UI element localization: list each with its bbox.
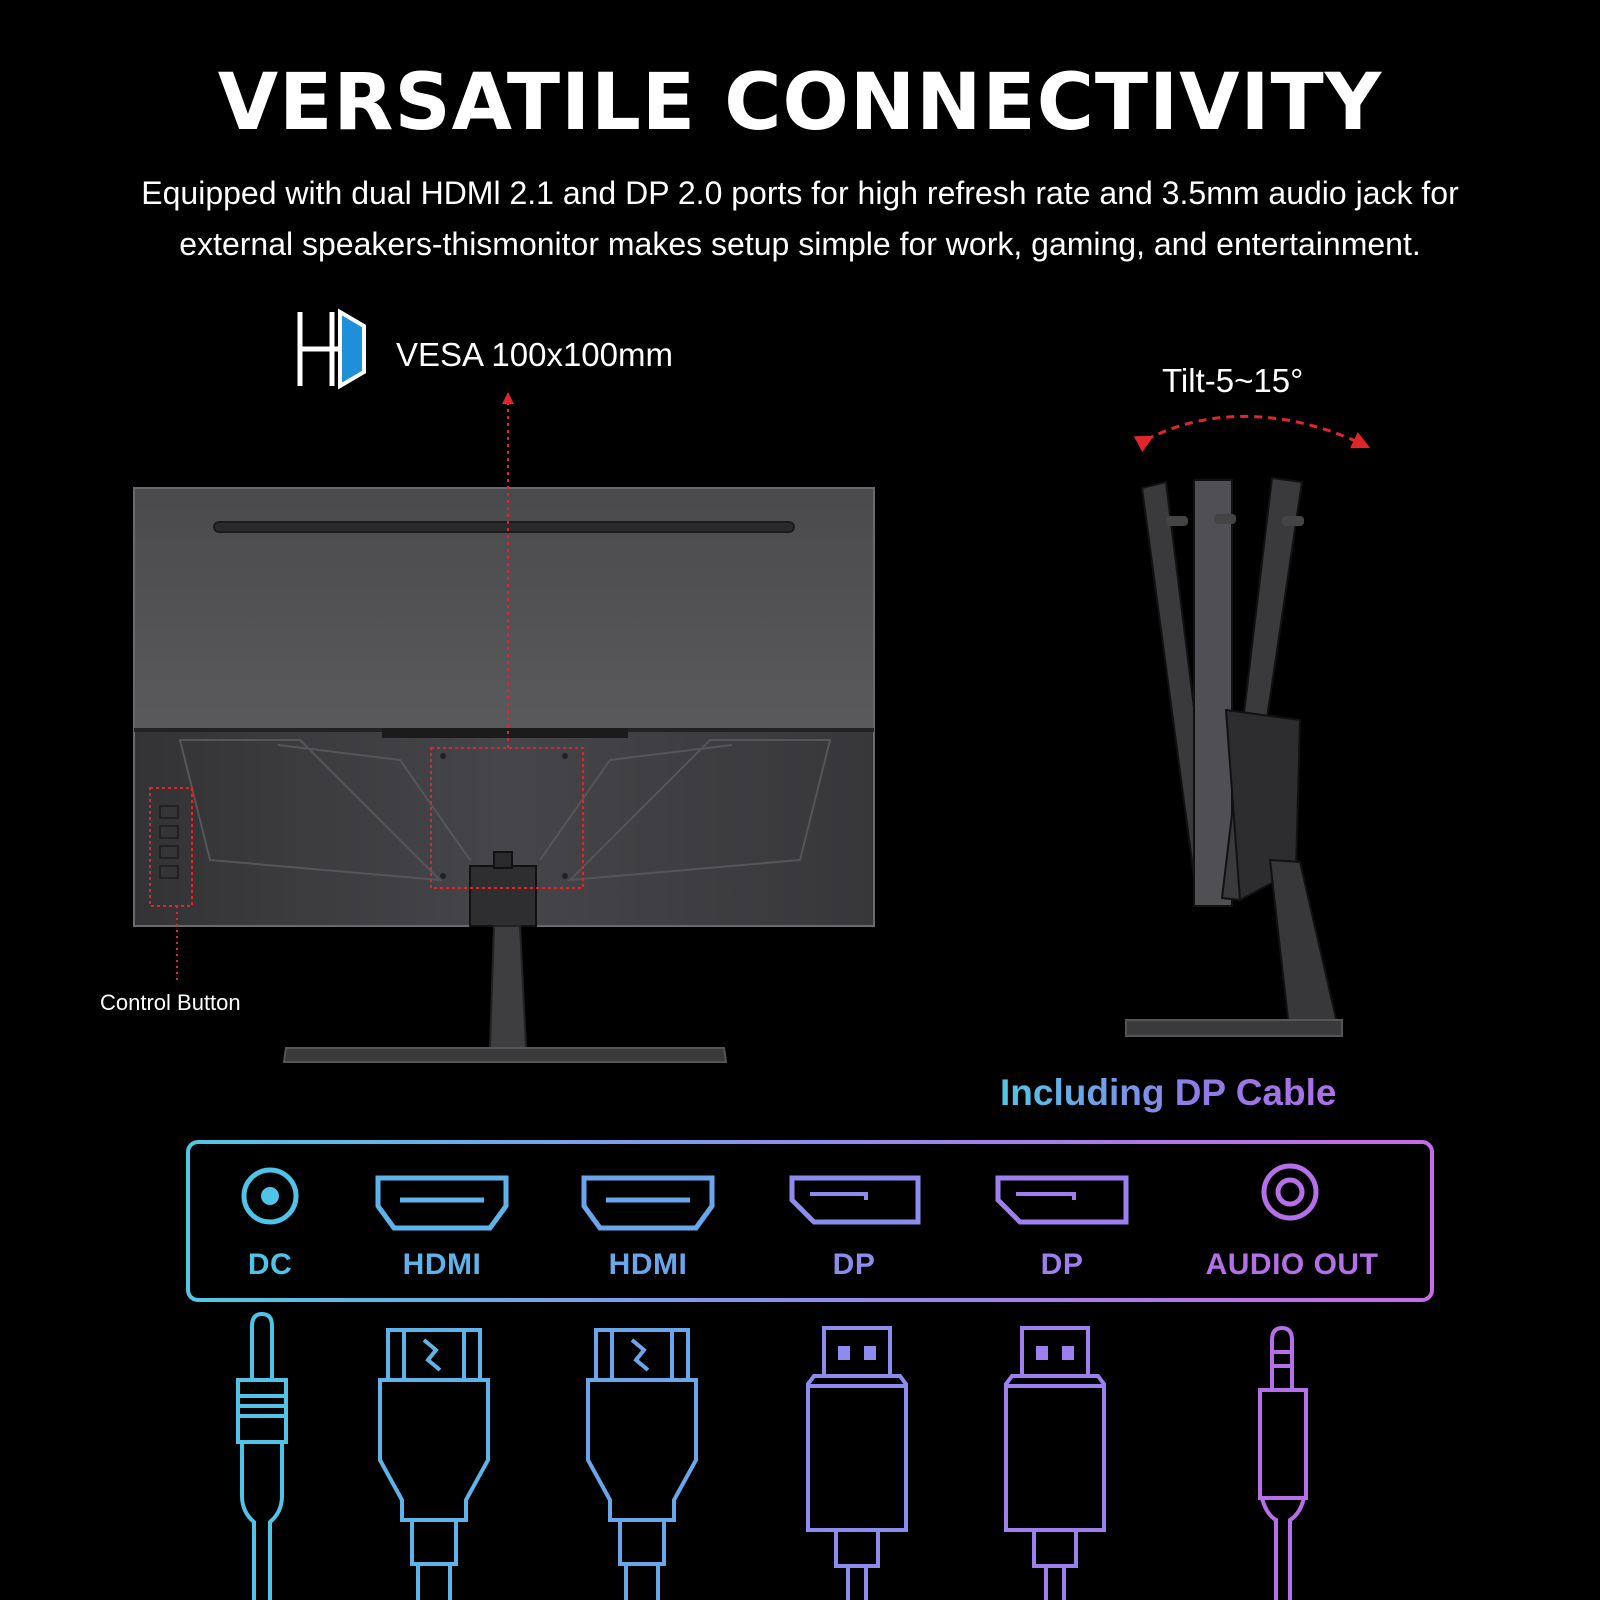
vesa-mount-icon — [300, 312, 364, 386]
monitor-side-view — [1126, 416, 1362, 1036]
hdmi-port-icon — [378, 1178, 506, 1228]
hdmi-cable-icon — [588, 1330, 696, 1600]
audio-jack-icon — [1264, 1166, 1316, 1218]
dc-jack-icon — [244, 1170, 296, 1222]
tilt-label: Tilt-5~15° — [1162, 362, 1304, 399]
vesa-label: VESA 100x100mm — [396, 336, 673, 373]
control-button-label: Control Button — [100, 990, 241, 1015]
port-label-dc: DC — [247, 1248, 293, 1281]
hdmi-cable-icon — [380, 1330, 488, 1600]
port-label-hdmi-1: HDMI — [402, 1248, 482, 1281]
audio-cable-icon — [1260, 1328, 1306, 1600]
hdmi-port-icon — [584, 1178, 712, 1228]
displayport-icon — [998, 1178, 1126, 1222]
port-label-dp-1: DP — [832, 1248, 876, 1281]
dp-cable-icon — [808, 1328, 906, 1600]
dp-cable-icon — [1006, 1328, 1104, 1600]
port-label-dp-2: DP — [1040, 1248, 1084, 1281]
cable-note: Including DP Cable — [1000, 1072, 1400, 1114]
dc-cable-icon — [238, 1314, 286, 1600]
displayport-icon — [792, 1178, 918, 1222]
monitor-back-view — [134, 488, 874, 1062]
port-label-hdmi-2: HDMI — [608, 1248, 688, 1281]
description-line-2: external speakers-thismonitor makes setup simple for work, gaming, and entertainment. — [179, 226, 1421, 262]
page-title: VERSATILE CONNECTIVITY — [217, 58, 1383, 148]
port-label-audio-out: AUDIO OUT — [1205, 1248, 1379, 1281]
description-line-1: Equipped with dual HDMl 2.1 and DP 2.0 ports for high refresh rate and 3.5mm audio jack for — [141, 175, 1459, 211]
